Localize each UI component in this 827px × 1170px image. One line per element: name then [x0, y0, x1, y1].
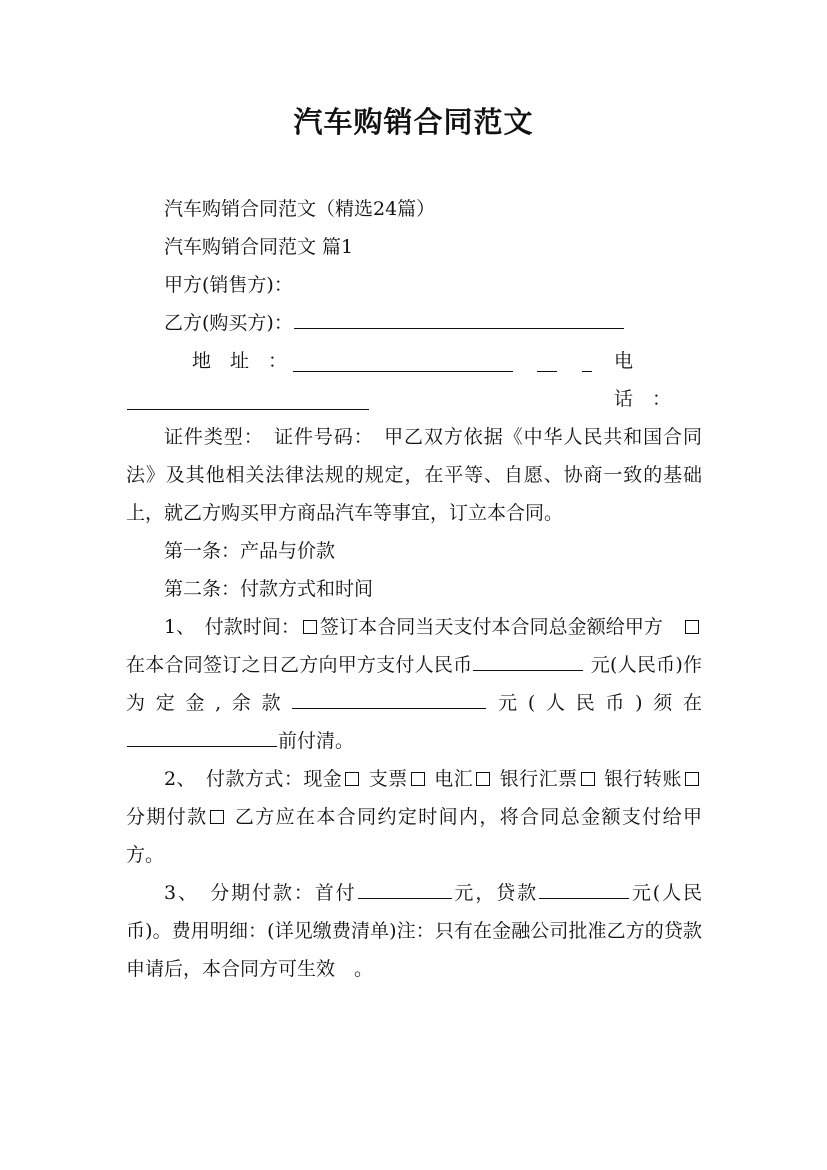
party-a-label: 甲方(销售方)： — [164, 274, 293, 296]
checkbox-icon — [581, 772, 595, 786]
checkbox-icon — [210, 810, 224, 824]
checkbox-icon — [345, 772, 359, 786]
pay-method-draft: 银行汇票 — [499, 768, 578, 790]
phone-label: 电 话 ： — [614, 350, 672, 410]
item-1-paragraph — [126, 608, 702, 760]
item-3-loan: 元，贷款 — [452, 882, 538, 904]
checkbox-icon — [685, 620, 699, 634]
party-b-label: 乙方(购买方)： — [164, 312, 293, 334]
address-blank-2 — [537, 352, 557, 372]
intro-paragraph: 证件类型： 证件号码： 甲乙双方依据《中华人民共和国合同法》及其他相关法律法规的规定，在平等、自愿、协商一致的基础上，就乙方购买甲方商品汽车等事宜，订立本合同。 — [126, 426, 702, 524]
item-3-down-payment: 首付 — [314, 882, 357, 904]
document-title: 汽车购销合同范文 — [293, 105, 534, 139]
item-3-paragraph — [126, 874, 702, 988]
deposit-blank — [473, 651, 583, 671]
checkbox-icon — [476, 772, 490, 786]
checkbox-icon — [303, 620, 317, 634]
party-a-line — [126, 266, 702, 304]
item-3-label: 3、 分期付款： — [164, 882, 315, 904]
subtitle: 汽车购销合同范文（精选24篇） — [164, 198, 436, 220]
item-1-option-a: 签订本合同当天支付本合同总金额给甲方 — [319, 616, 663, 638]
item-3-text: 元(人民币)。费用明细：(详见缴费清单)注：只有在金融公司批准乙方的贷款申请后，本合同方可生效 。 — [126, 882, 702, 980]
item-2-paragraph — [126, 760, 702, 874]
down-payment-blank — [358, 879, 452, 899]
pay-method-transfer: 银行转账 — [604, 768, 682, 790]
pay-method-installment: 分期付款 — [126, 806, 208, 828]
document-body — [126, 190, 702, 988]
address-row — [126, 342, 702, 410]
phone-blank — [127, 390, 369, 410]
article-2: 第二条：付款方式和时间 — [164, 578, 374, 600]
phone-row — [126, 380, 702, 418]
item-1-deposit-text: 元(人民币)作为定金,余款 — [126, 654, 702, 714]
article-1: 第一条：产品与价款 — [164, 540, 336, 562]
section-heading: 汽车购销合同范文 篇1 — [164, 236, 354, 258]
address-label: 地 址 ： — [192, 350, 288, 372]
address-blank — [293, 352, 513, 372]
item-1-option-b: 在本合同签订之日乙方向甲方支付人民币 — [126, 654, 473, 676]
pay-method-cash: 现金 — [303, 768, 343, 790]
balance-blank — [292, 689, 486, 709]
party-b-line — [126, 304, 702, 342]
loan-blank — [539, 879, 629, 899]
party-b-blank — [294, 309, 624, 329]
pay-method-check: 支票 — [368, 768, 408, 790]
checkbox-icon — [685, 772, 699, 786]
address-blank-3 — [582, 352, 592, 372]
item-1-label: 1、 付款时间： — [164, 616, 300, 638]
checkbox-icon — [411, 772, 425, 786]
pay-method-wire: 电汇 — [434, 768, 474, 790]
item-2-text: 乙方应在本合同约定时间内，将合同总金额支付给甲方。 — [126, 806, 702, 866]
item-2-label: 2、 付款方式： — [164, 768, 304, 790]
item-1-end-text: 前付清。 — [278, 730, 355, 752]
date-blank — [127, 727, 277, 747]
item-1-due-text: 元(人民币)须在 — [487, 692, 703, 714]
